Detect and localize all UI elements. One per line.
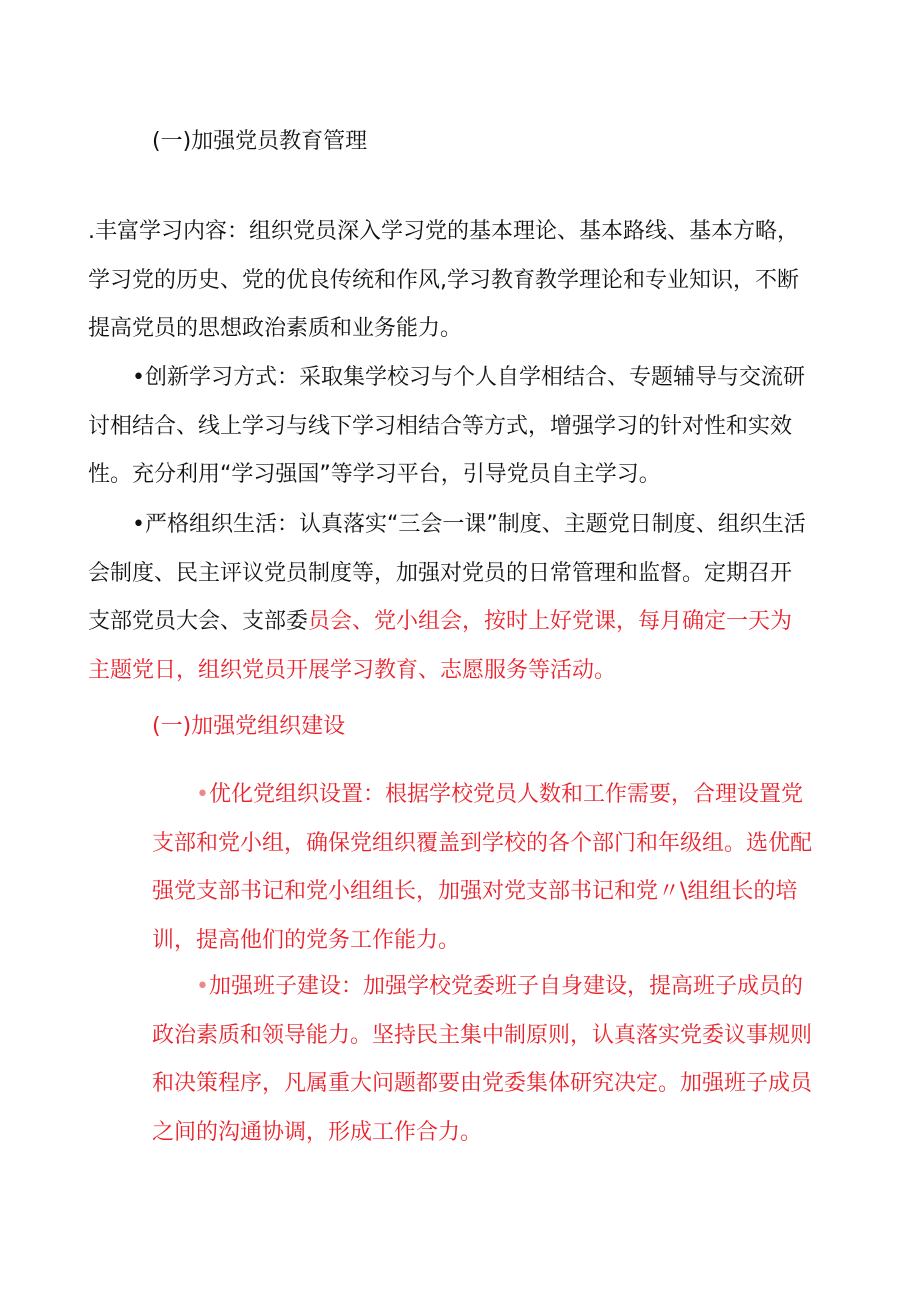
bullet-icon: • [196, 974, 209, 999]
paragraph-enrich-study-content [88, 208, 812, 354]
paragraph-text: 创新学习方式：采取集学校习与个人自学相结合、专题辅导与交流研讨相结合、线上学习与线下学习相结合等方式，增强学习的针对性和实效性。充分利用“学习强国”等学习平台，引导党员自主学习。 [88, 365, 805, 487]
section-heading-party-organization-building: (一)加强党组织建设 [152, 714, 346, 739]
paragraph-optimize-organization-setup [152, 771, 816, 965]
paragraph-text: 丰富学习内容：组织党员深入学习党的基本理论、基本路线、基本方略，学习党的历史、党的优良传统和作风,学习教育教学理论和专业知识，不断提高党员的思想政治素质和业务能力。 [88, 219, 800, 341]
paragraph-strengthen-leadership-team [152, 963, 816, 1157]
paragraph-strict-organizational-life [88, 501, 812, 695]
paragraph-text: 加强班子建设：加强学校党委班子自身建设，提高班子成员的政治素质和领导能力。坚持民主集中制原则，认真落实党委议事规则和决策程序，凡属重大问题都要由党委集体研究决定。加强班子成员之间的沟通协调，形成工作合力。 [152, 974, 813, 1145]
bullet-icon: • [132, 512, 145, 537]
paragraph-text-highlighted: 员会、党小组会，按时上好党课，每月确定一天为主题党日，组织党员开展学习教育、志愿服务等活动。 [88, 609, 793, 683]
paragraph-innovate-study-methods [88, 354, 812, 500]
bullet-icon: • [196, 782, 209, 807]
paragraph-bullet: . [88, 219, 95, 244]
section-heading-party-member-education: (一)加强党员教育管理 [152, 129, 368, 154]
bullet-icon: • [132, 365, 145, 390]
paragraph-text: 优化党组织设置：根据学校党员人数和工作需要，合理设置党支部和党小组，确保党组织覆盖到学校的各个部门和年级组。选优配强党支部书记和党小组组长，加强对党支部书记和党〃\组组长的培训，提高他们的党务工作能力。 [152, 782, 813, 953]
paragraph-text: 严格组织生活：认真落实“三会一课”制度、主题党日制度、组织生活会制度、民主评议党员制度等，加强对党员的日常管理和监督。定期召开支部党员大会、支部委 [88, 512, 806, 634]
